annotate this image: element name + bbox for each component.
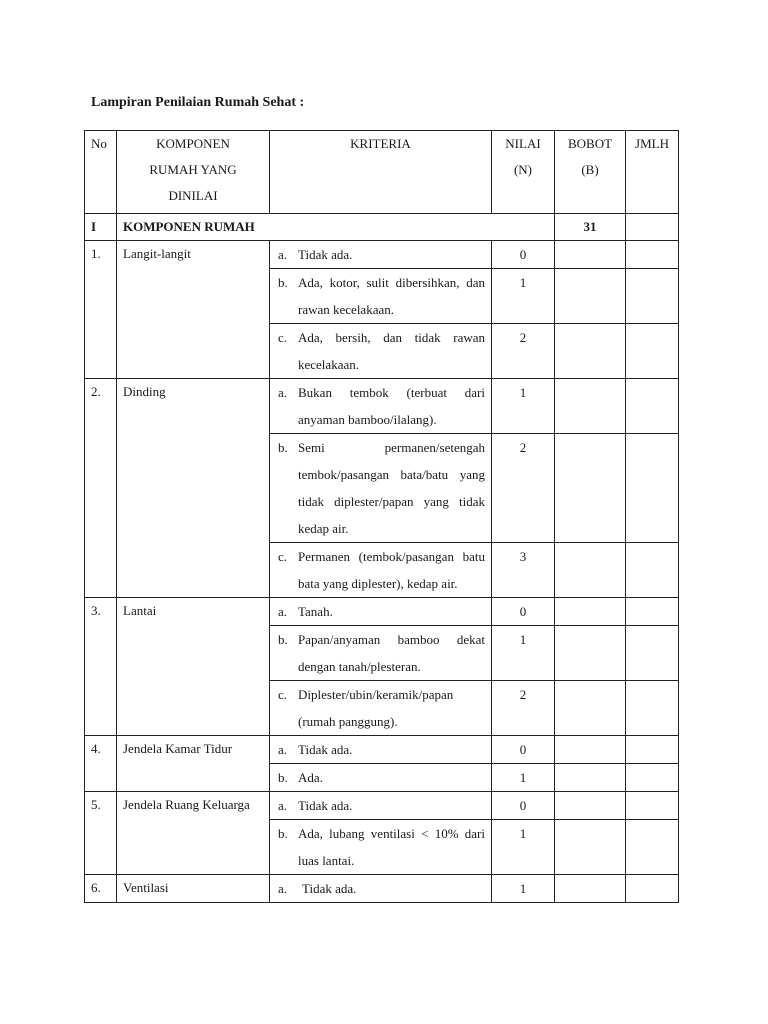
- criteria-cell: [270, 626, 492, 681]
- bobot-cell: [555, 626, 626, 681]
- table-row: [85, 379, 679, 434]
- header-kriteria: KRITERIA: [270, 131, 492, 214]
- nilai-cell: 1: [492, 875, 555, 903]
- row-number: 4.: [85, 736, 117, 792]
- criteria-cell: [270, 792, 492, 820]
- criteria-text: Papan/anyaman bamboo dekat dengan tanah/plesteran.: [298, 632, 485, 674]
- criteria-text: Ada, lubang ventilasi < 10% dari luas lantai.: [298, 826, 485, 868]
- criteria-mark: c.: [278, 549, 288, 564]
- criteria-text: Tidak ada.: [302, 881, 357, 896]
- criteria-text: Diplester/ubin/keramik/papan (rumah panggung).: [298, 687, 454, 729]
- jmlh-cell: [626, 764, 679, 792]
- nilai-cell: 2: [492, 324, 555, 379]
- header-komponen-line-2: RUMAH YANG: [149, 162, 237, 177]
- header-nilai-line-1: NILAI: [505, 136, 541, 151]
- nilai-cell: 1: [492, 269, 555, 324]
- jmlh-cell: [626, 626, 679, 681]
- nilai-cell: 0: [492, 736, 555, 764]
- criteria-text: Permanen (tembok/pasangan batu bata yang diplester), kedap air.: [298, 549, 485, 591]
- header-jmlh: JMLH: [626, 131, 679, 214]
- criteria-cell: [270, 875, 492, 903]
- jmlh-cell: [626, 543, 679, 598]
- header-bobot-line-1: BOBOT: [567, 136, 613, 151]
- criteria-cell: [270, 736, 492, 764]
- criteria-mark: a.: [278, 881, 288, 896]
- section-bobot: 31: [555, 214, 626, 241]
- criteria-mark: b.: [278, 632, 288, 647]
- bobot-cell: [555, 736, 626, 764]
- section-jmlh: [626, 214, 679, 241]
- header-nilai: [492, 131, 555, 214]
- bobot-cell: [555, 598, 626, 626]
- jmlh-cell: [626, 598, 679, 626]
- criteria-mark: c.: [278, 330, 288, 345]
- criteria-mark: c.: [278, 687, 288, 702]
- criteria-cell: [270, 269, 492, 324]
- criteria-mark: b.: [278, 770, 288, 785]
- jmlh-cell: [626, 324, 679, 379]
- nilai-cell: 2: [492, 434, 555, 543]
- row-number: 3.: [85, 598, 117, 736]
- header-bobot: [555, 131, 626, 214]
- table-row: [85, 875, 679, 903]
- nilai-cell: 0: [492, 598, 555, 626]
- assessment-table: [84, 130, 679, 903]
- header-komponen-line-3: DINILAI: [168, 188, 218, 203]
- header-bobot-line-2: (B): [581, 162, 599, 177]
- bobot-cell: [555, 269, 626, 324]
- criteria-mark: a.: [278, 742, 288, 757]
- jmlh-cell: [626, 792, 679, 820]
- criteria-cell: [270, 764, 492, 792]
- section-row: [85, 214, 679, 241]
- jmlh-cell: [626, 681, 679, 736]
- criteria-text: Semi permanen/setengah tembok/pasangan bata/batu yang tidak diplester/papan yang tidak kedap air.: [298, 440, 485, 536]
- criteria-cell: [270, 598, 492, 626]
- criteria-text: Ada, bersih, dan tidak rawan kecelakaan.: [298, 330, 485, 372]
- bobot-cell: [555, 434, 626, 543]
- bobot-cell: [555, 324, 626, 379]
- bobot-cell: [555, 875, 626, 903]
- row-component: Jendela Kamar Tidur: [117, 736, 270, 792]
- criteria-cell: [270, 681, 492, 736]
- section-no: I: [85, 214, 117, 241]
- table-row: [85, 241, 679, 269]
- table-header-row: [85, 131, 679, 214]
- jmlh-cell: [626, 736, 679, 764]
- criteria-cell: [270, 241, 492, 269]
- jmlh-cell: [626, 241, 679, 269]
- criteria-cell: [270, 324, 492, 379]
- criteria-text: Bukan tembok (terbuat dari anyaman bamboo/ilalang).: [298, 385, 485, 427]
- bobot-cell: [555, 764, 626, 792]
- jmlh-cell: [626, 379, 679, 434]
- bobot-cell: [555, 681, 626, 736]
- criteria-mark: b.: [278, 440, 288, 455]
- criteria-text: Tidak ada.: [298, 798, 353, 813]
- criteria-text: Ada, kotor, sulit dibersihkan, dan rawan kecelakaan.: [298, 275, 485, 317]
- row-number: 6.: [85, 875, 117, 903]
- row-component: Dinding: [117, 379, 270, 598]
- bobot-cell: [555, 241, 626, 269]
- criteria-text: Ada.: [298, 770, 323, 785]
- row-component: Langit-langit: [117, 241, 270, 379]
- criteria-cell: [270, 379, 492, 434]
- header-komponen-line-1: KOMPONEN: [156, 136, 230, 151]
- criteria-mark: a.: [278, 604, 288, 619]
- row-component: Lantai: [117, 598, 270, 736]
- bobot-cell: [555, 379, 626, 434]
- criteria-mark: a.: [278, 385, 288, 400]
- page-title: Lampiran Penilaian Rumah Sehat :: [91, 95, 305, 110]
- nilai-cell: 2: [492, 681, 555, 736]
- jmlh-cell: [626, 875, 679, 903]
- bobot-cell: [555, 543, 626, 598]
- nilai-cell: 1: [492, 379, 555, 434]
- criteria-cell: [270, 820, 492, 875]
- criteria-mark: a.: [278, 798, 288, 813]
- header-no: No: [85, 131, 117, 214]
- nilai-cell: 1: [492, 820, 555, 875]
- table-row: [85, 792, 679, 820]
- jmlh-cell: [626, 434, 679, 543]
- row-number: 5.: [85, 792, 117, 875]
- row-number: 1.: [85, 241, 117, 379]
- jmlh-cell: [626, 269, 679, 324]
- header-nilai-line-2: (N): [513, 162, 533, 177]
- row-component: Jendela Ruang Keluarga: [117, 792, 270, 875]
- section-label: KOMPONEN RUMAH: [117, 214, 555, 241]
- table-row: [85, 598, 679, 626]
- table-row: [85, 736, 679, 764]
- nilai-cell: 0: [492, 241, 555, 269]
- bobot-cell: [555, 792, 626, 820]
- nilai-cell: 1: [492, 626, 555, 681]
- jmlh-cell: [626, 820, 679, 875]
- criteria-cell: [270, 543, 492, 598]
- criteria-text: Tanah.: [298, 604, 333, 619]
- criteria-text: Tidak ada.: [298, 247, 353, 262]
- criteria-cell: [270, 434, 492, 543]
- nilai-cell: 1: [492, 764, 555, 792]
- nilai-cell: 0: [492, 792, 555, 820]
- header-komponen: [117, 131, 270, 214]
- criteria-mark: b.: [278, 275, 288, 290]
- nilai-cell: 3: [492, 543, 555, 598]
- bobot-cell: [555, 820, 626, 875]
- criteria-text: Tidak ada.: [298, 742, 353, 757]
- row-component: Ventilasi: [117, 875, 270, 903]
- row-number: 2.: [85, 379, 117, 598]
- criteria-mark: b.: [278, 826, 288, 841]
- criteria-mark: a.: [278, 247, 288, 262]
